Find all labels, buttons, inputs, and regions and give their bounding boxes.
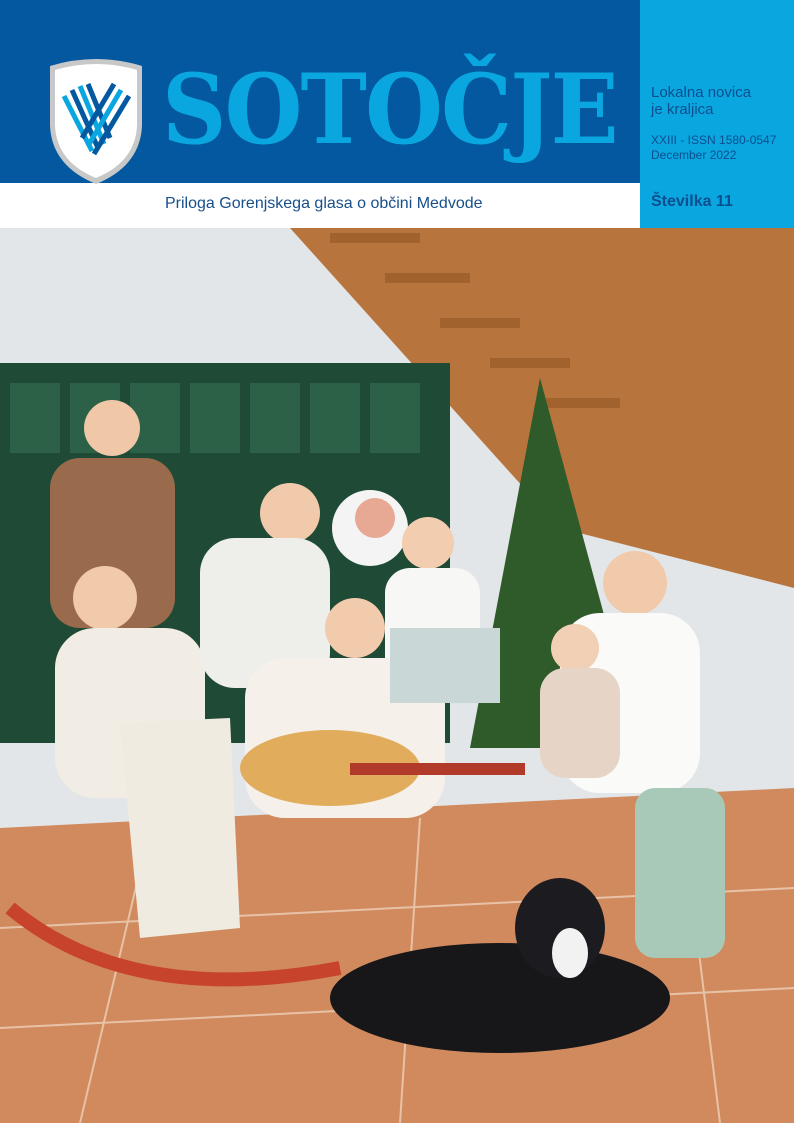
issue-date: December 2022 xyxy=(651,148,737,162)
motto xyxy=(651,84,751,118)
motto-line: je kraljica xyxy=(651,101,714,118)
motto-line: Lokalna novica xyxy=(651,84,752,101)
issn: XXIII - ISSN 1580-0547 xyxy=(651,133,777,147)
magazine-title: SOTOČJE xyxy=(162,53,617,166)
cover-photo-illustration xyxy=(0,228,794,1123)
shield-logo-icon xyxy=(44,56,148,186)
issue-info xyxy=(651,133,776,163)
magazine-subtitle: Priloga Gorenjskega glasa o občini Medvode xyxy=(165,195,483,212)
issue-number: Številka 11 xyxy=(651,193,733,210)
cover-photo xyxy=(0,228,794,1123)
